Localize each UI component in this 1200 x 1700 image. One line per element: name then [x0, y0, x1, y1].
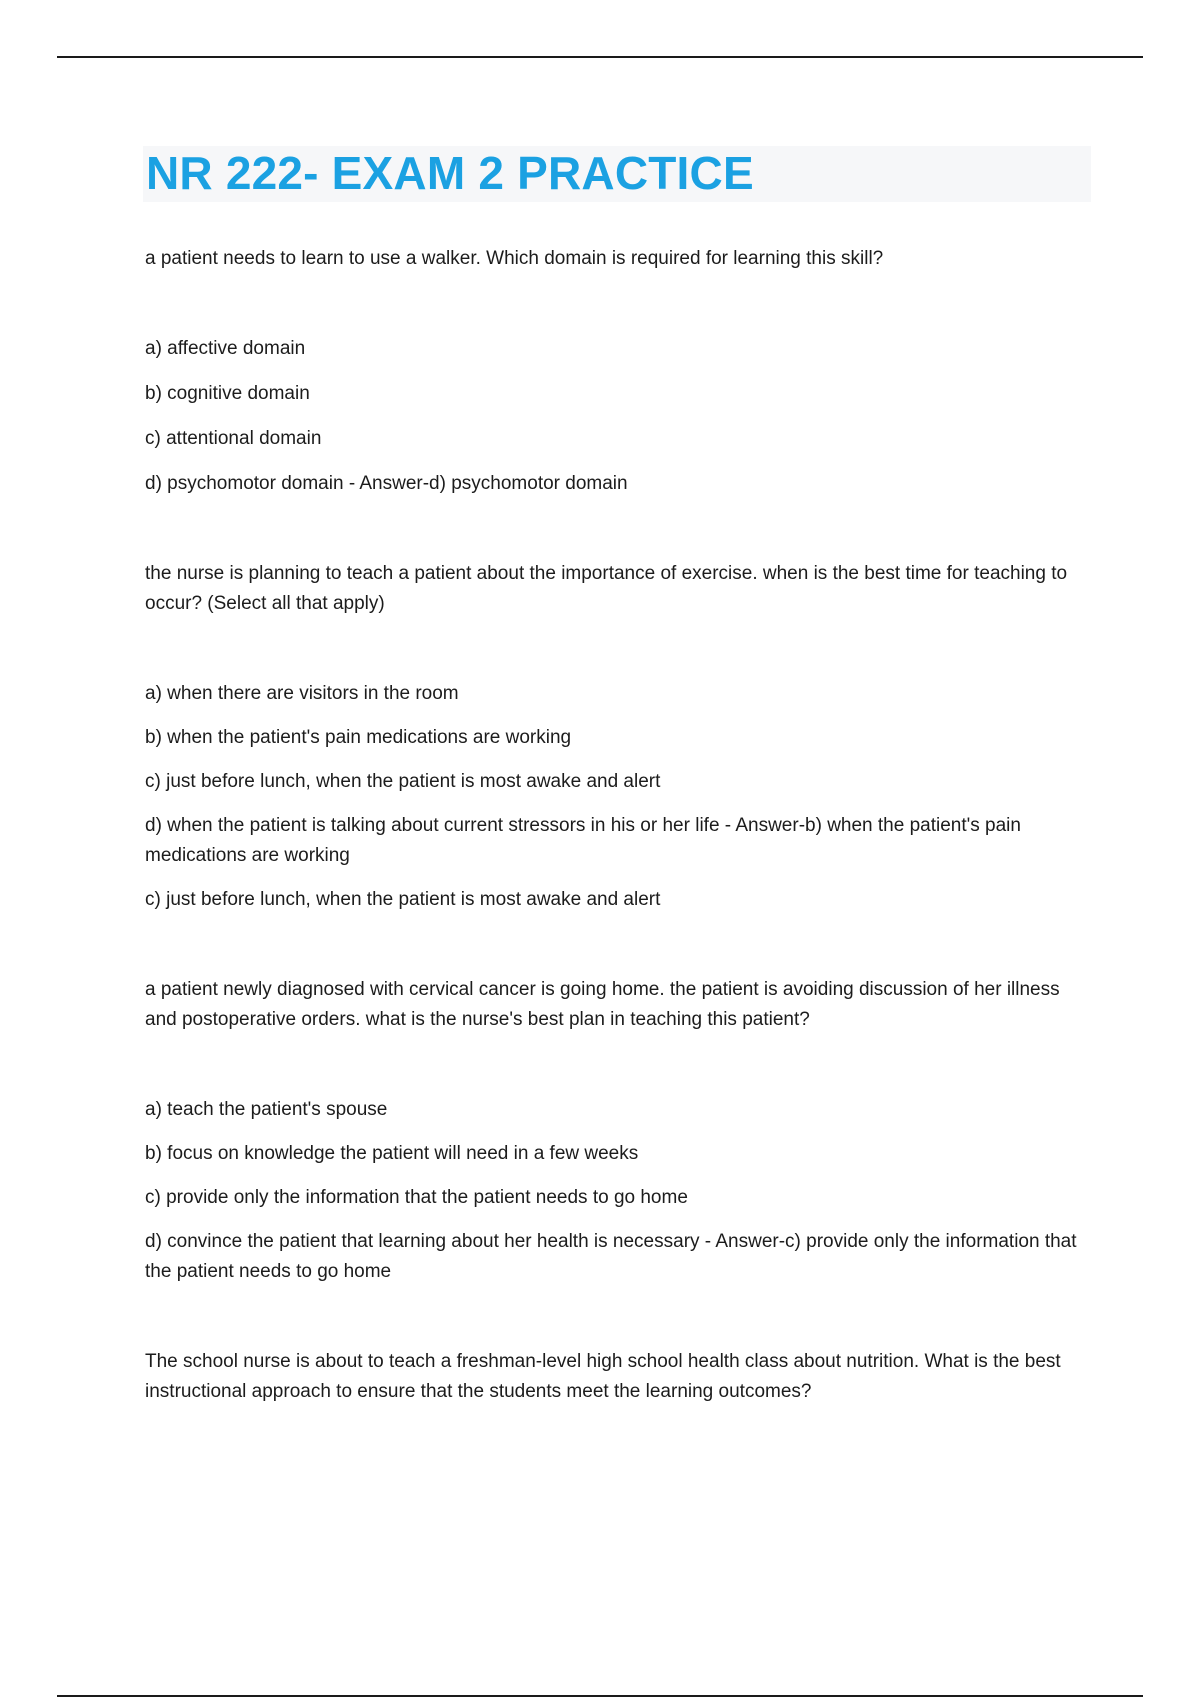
option-a: a) teach the patient's spouse [145, 1099, 388, 1120]
footer-rule [57, 1695, 1143, 1697]
option-c: c) just before lunch, when the patient is most awake and alert [145, 771, 661, 792]
question-block [145, 244, 1090, 499]
question-text: the nurse is planning to teach a patient about the importance of exercise. when is the best time for teaching to occur? (Select all that apply) [145, 563, 1068, 614]
option-c: c) provide only the information that the patient needs to go home [145, 1187, 688, 1208]
option-b: b) when the patient's pain medications are working [145, 727, 572, 748]
question-block [145, 559, 1090, 915]
option-c: c) attentional domain [145, 428, 322, 449]
option-a: a) when there are visitors in the room [145, 683, 459, 704]
answer-options [145, 334, 1090, 499]
question-text: a patient needs to learn to use a walker. Which domain is required for learning this skill? [145, 248, 884, 269]
header-rule [57, 56, 1143, 58]
option-d-with-answer: d) convince the patient that learning about her health is necessary - Answer-c) provide only the information that the patient needs to go home [145, 1231, 1077, 1282]
option-b: b) cognitive domain [145, 383, 310, 404]
answer-continuation: c) just before lunch, when the patient is most awake and alert [145, 889, 661, 910]
document-body [145, 244, 1090, 1467]
answer-options [145, 1095, 1090, 1287]
question-block [145, 1347, 1090, 1407]
option-d-with-answer: d) when the patient is talking about current stressors in his or her life - Answer-b) when the patient's pain medications are working [145, 815, 1021, 866]
option-a: a) affective domain [145, 338, 306, 359]
question-text: a patient newly diagnosed with cervical cancer is going home. the patient is avoiding discussion of her illness and postoperative orders. what is the nurse's best plan in teaching this patient? [145, 979, 1060, 1030]
question-block [145, 975, 1090, 1287]
option-d-with-answer: d) psychomotor domain - Answer-d) psychomotor domain [145, 473, 628, 494]
answer-options [145, 679, 1090, 915]
question-text: The school nurse is about to teach a freshman-level high school health class about nutrition. What is the best instructional approach to ensure that the students meet the learning outcomes? [145, 1351, 1061, 1402]
page-title: NR 222- EXAM 2 PRACTICE [146, 147, 754, 199]
option-b: b) focus on knowledge the patient will need in a few weeks [145, 1143, 639, 1164]
